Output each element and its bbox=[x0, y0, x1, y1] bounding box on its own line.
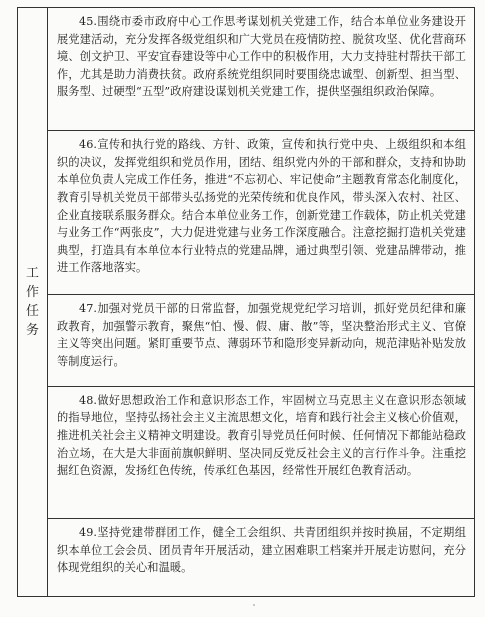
task-item-45: 45.围绕市委市政府中心工作思考谋划机关党建工作，结合本单位业务建设开展党建活动，充分发挥各级党组织和广大党员在疫情防控、脱贫攻坚、优化营商环境、创文护卫、平安宜春建设等中心工作中的积极作用，大力支持驻村帮扶干部工作，尤其是助力消费扶贫。政府系统党组织同时要围绕忠诚型、创新型、担当型、服务型、过硬型“五型”政府建设谋划机关党建工作，提供坚强组织政治保障。 bbox=[57, 15, 466, 99]
work-tasks-table bbox=[17, 7, 475, 597]
task-item-cell bbox=[48, 131, 475, 295]
scan-speck bbox=[253, 604, 255, 606]
task-item-48: 48.做好思想政治工作和意识形态工作，牢固树立马克思主义在意识形态领域的指导地位，坚持弘扬社会主义主流思想文化，培育和践行社会主义核心价值观，推进机关社会主义精神文明建设。教育引导党员任何时候、任何情况下都能站稳政治立场，在大是大非面前旗帜鲜明、坚决同反党反社会主义的言行作斗争。注重挖掘红色资源，发扬红色传统，传承红色基因，经常性开展红色教育活动。 bbox=[57, 393, 466, 478]
task-item-cell bbox=[48, 386, 475, 518]
table-row bbox=[18, 386, 475, 518]
task-item-cell bbox=[48, 294, 475, 386]
task-item-46: 46.宣传和执行党的路线、方针、政策，宣传和执行党中央、上级组织和本组织的决议，发挥党组织和党员作用，团结、组织党内外的干部和群众，支持和协助本单位负责人完成工作任务，推进“不忘初心、牢记使命”主题教育常态化制度化，教育引导机关党员干部带头弘扬党的光荣传统和优良作风，带头深入农村、社区、企业直接联系服务群众。结合本单位业务工作，创新党建工作载体，防止机关党建与业务工作“两张皮”，大力促进党建与业务工作深度融合。注意挖掘打造机关党建典型，打造具有本单位本行业特点的党建品牌，通过典型引领、党建品牌带动，推进工作落地落实。 bbox=[57, 138, 466, 275]
task-item-cell bbox=[48, 8, 475, 131]
task-item-cell bbox=[48, 519, 475, 597]
table-row bbox=[18, 131, 475, 295]
section-label-cell bbox=[18, 8, 48, 597]
task-item-49: 49.坚持党建带群团工作，健全工会组织、共青团组织并按时换届，不定期组织本单位工会会员、团员青年开展活动，建立困难职工档案并开展走访慰问，充分体现党组织的关心和温暖。 bbox=[57, 526, 466, 575]
table-row bbox=[18, 519, 475, 597]
table-row bbox=[18, 294, 475, 386]
table-row bbox=[18, 8, 475, 131]
task-item-47: 47.加强对党员干部的日常监督，加强党规党纪学习培训，抓好党员纪律和廉政教育，加强警示教育，聚焦“怕、慢、假、庸、散”等，坚决整治形式主义、官僚主义等突出问题。紧盯重要节点、薄弱环节和隐形变异新动向，规范津贴补贴发放等制度运行。 bbox=[57, 301, 466, 368]
section-label: 工作任务 bbox=[25, 266, 39, 338]
